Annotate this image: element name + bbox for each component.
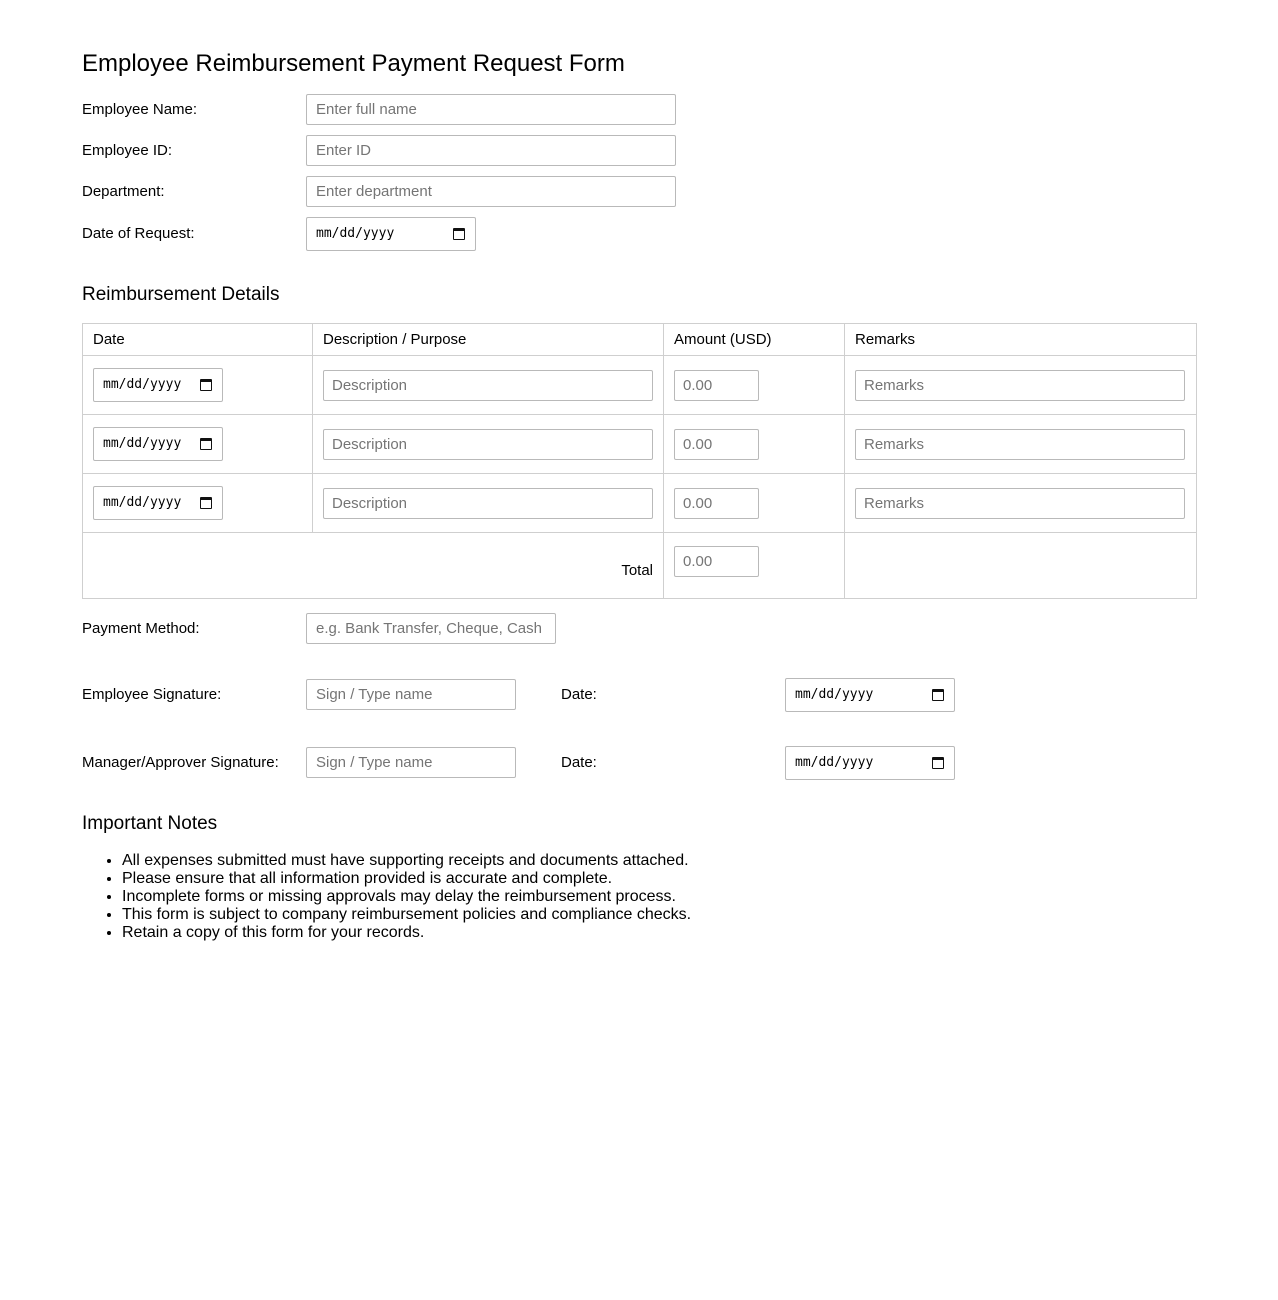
manager-signature-input[interactable]: Sign / Type name xyxy=(306,747,516,778)
total-label: Total xyxy=(83,533,664,599)
amount-cell xyxy=(664,415,845,474)
row-date-input[interactable] xyxy=(93,427,223,461)
row-remarks-input[interactable]: Remarks xyxy=(855,429,1185,460)
manager-signature-date-label: Date: xyxy=(561,754,597,771)
employee-signature-date-input[interactable] xyxy=(785,678,955,712)
row-remarks-input[interactable]: Remarks xyxy=(855,370,1185,401)
table-row xyxy=(83,474,1197,533)
total-row xyxy=(83,533,1197,599)
notes-list xyxy=(82,852,691,942)
row-description-input[interactable]: Description xyxy=(323,370,653,401)
employee-signature-date-value: mm/dd/yyyy xyxy=(795,687,874,702)
calendar-icon[interactable] xyxy=(932,757,944,769)
payment-method-label: Payment Method: xyxy=(82,620,200,637)
department-label: Department: xyxy=(82,183,165,200)
calendar-icon[interactable] xyxy=(932,689,944,701)
date-cell xyxy=(83,356,313,415)
table-row xyxy=(83,356,1197,415)
row-date-input[interactable] xyxy=(93,368,223,402)
total-remarks-cell xyxy=(845,533,1197,599)
row-remarks-input[interactable]: Remarks xyxy=(855,488,1185,519)
manager-signature-label: Manager/Approver Signature: xyxy=(82,754,279,771)
payment-method-input[interactable]: e.g. Bank Transfer, Cheque, Cash xyxy=(306,613,556,644)
date-cell xyxy=(83,415,313,474)
list-item: • Retain a copy of this form for your records. xyxy=(122,924,691,942)
reimbursement-form xyxy=(82,48,1196,941)
row-date-value: mm/dd/yyyy xyxy=(103,436,182,451)
row-description-input[interactable]: Description xyxy=(323,429,653,460)
employee-signature-date-label: Date: xyxy=(561,686,597,703)
calendar-icon[interactable] xyxy=(453,228,465,240)
notes-heading: Important Notes xyxy=(82,813,218,834)
column-header-amount: Amount (USD) xyxy=(664,324,845,356)
row-amount-input[interactable]: 0.00 xyxy=(674,429,759,460)
column-header-description: Description / Purpose xyxy=(313,324,664,356)
remarks-cell xyxy=(845,356,1197,415)
amount-cell xyxy=(664,356,845,415)
manager-signature-date-input[interactable] xyxy=(785,746,955,780)
employee-name-input[interactable]: Enter full name xyxy=(306,94,676,125)
row-amount-input[interactable]: 0.00 xyxy=(674,488,759,519)
employee-signature-input[interactable]: Sign / Type name xyxy=(306,679,516,710)
total-amount-cell xyxy=(664,533,845,599)
list-item: • All expenses submitted must have supporting receipts and documents attached. xyxy=(122,852,691,870)
calendar-icon[interactable] xyxy=(200,497,212,509)
remarks-cell xyxy=(845,474,1197,533)
request-date-input[interactable] xyxy=(306,217,476,251)
calendar-icon[interactable] xyxy=(200,379,212,391)
column-header-remarks: Remarks xyxy=(845,324,1197,356)
employee-id-input[interactable]: Enter ID xyxy=(306,135,676,166)
description-cell xyxy=(313,356,664,415)
description-cell xyxy=(313,474,664,533)
employee-id-label: Employee ID: xyxy=(82,142,173,159)
description-cell xyxy=(313,415,664,474)
employee-signature-label: Employee Signature: xyxy=(82,686,222,703)
calendar-icon[interactable] xyxy=(200,438,212,450)
row-date-value: mm/dd/yyyy xyxy=(103,495,182,510)
details-heading: Reimbursement Details xyxy=(82,284,280,305)
row-description-input[interactable]: Description xyxy=(323,488,653,519)
page-title: Employee Reimbursement Payment Request Form xyxy=(82,50,625,77)
manager-signature-date-value: mm/dd/yyyy xyxy=(795,755,874,770)
column-header-date: Date xyxy=(83,324,313,356)
table-header-row xyxy=(83,324,1197,356)
date-cell xyxy=(83,474,313,533)
amount-cell xyxy=(664,474,845,533)
request-date-value: mm/dd/yyyy xyxy=(316,226,395,241)
employee-name-label: Employee Name: xyxy=(82,101,198,118)
department-input[interactable]: Enter department xyxy=(306,176,676,207)
request-date-label: Date of Request: xyxy=(82,225,195,242)
list-item: • Please ensure that all information provided is accurate and complete. xyxy=(122,870,691,888)
total-amount-input[interactable]: 0.00 xyxy=(674,546,759,577)
table-row xyxy=(83,415,1197,474)
row-date-value: mm/dd/yyyy xyxy=(103,377,182,392)
row-amount-input[interactable]: 0.00 xyxy=(674,370,759,401)
reimbursement-table xyxy=(82,323,1197,599)
row-date-input[interactable] xyxy=(93,486,223,520)
remarks-cell xyxy=(845,415,1197,474)
list-item: • Incomplete forms or missing approvals may delay the reimbursement process. xyxy=(122,888,691,906)
list-item: • This form is subject to company reimbursement policies and compliance checks. xyxy=(122,906,691,924)
